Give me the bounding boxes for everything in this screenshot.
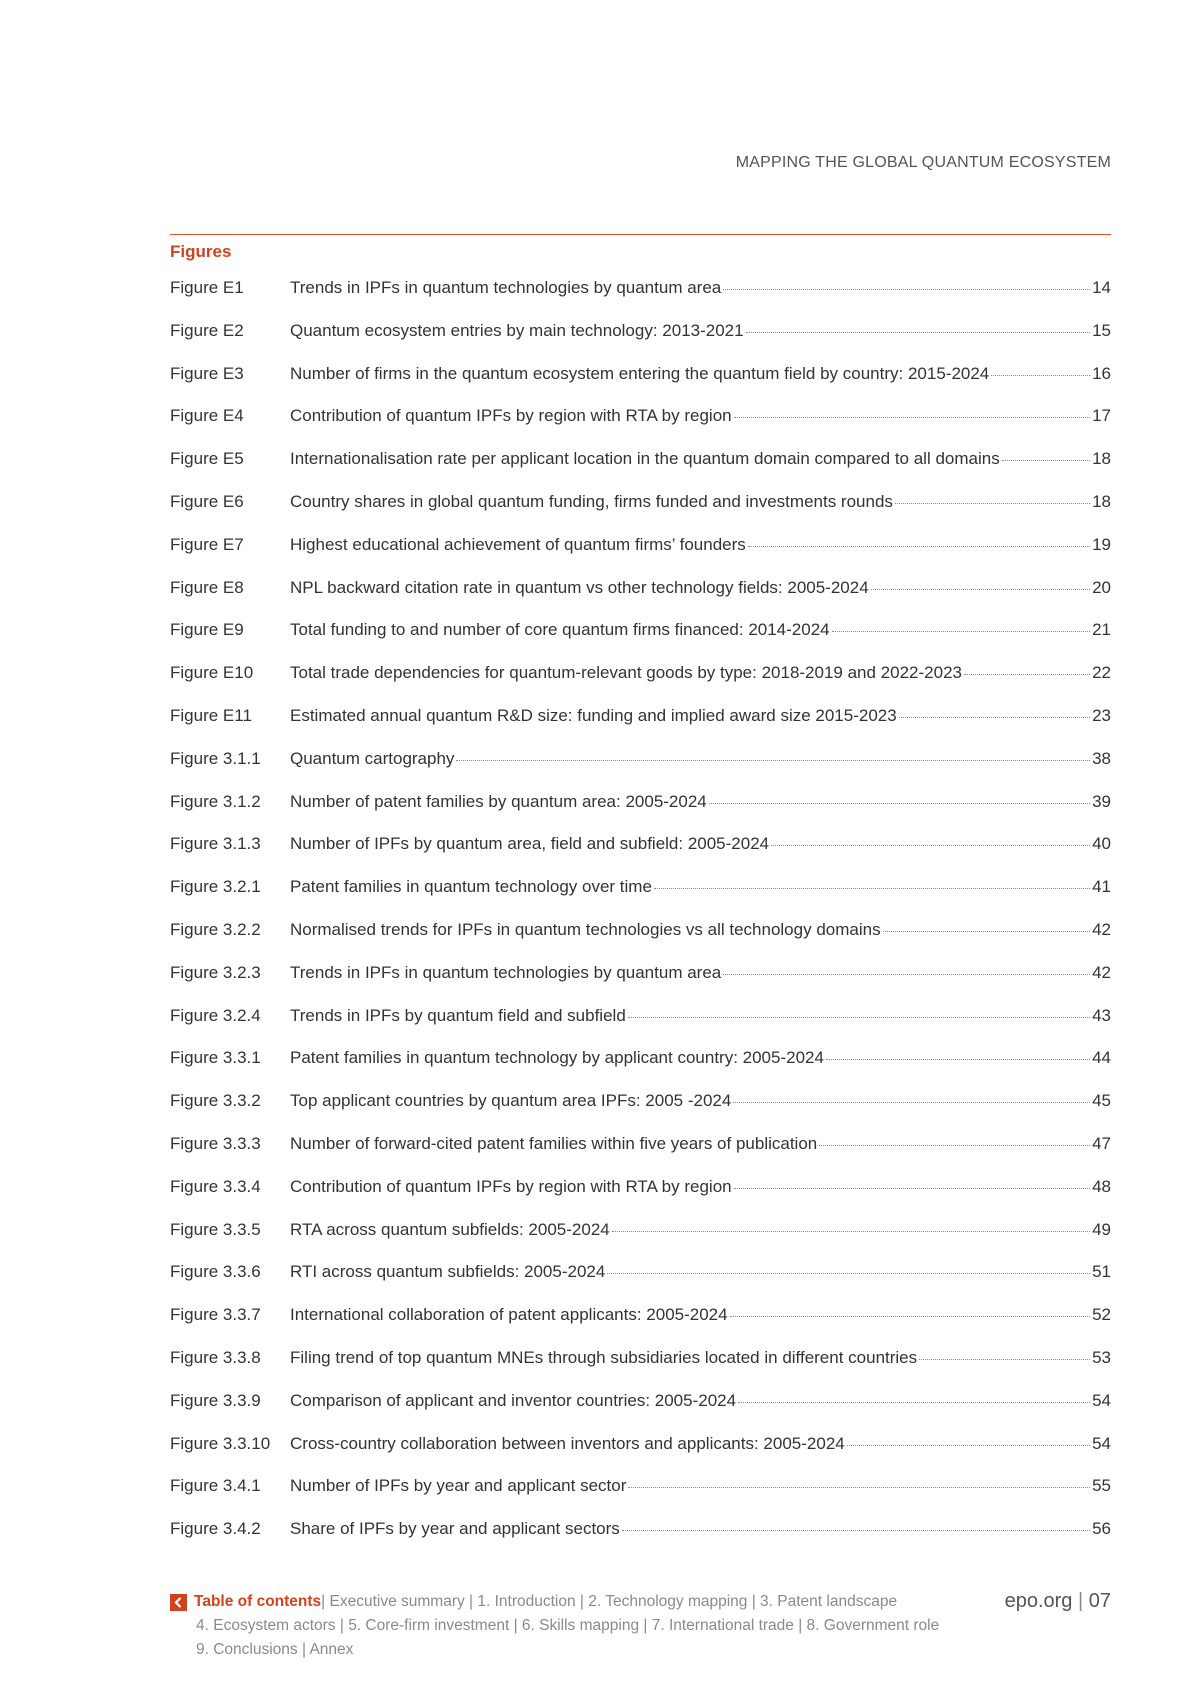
figure-page-number: 47 [1092, 1133, 1111, 1153]
chevron-left-icon[interactable] [170, 1594, 187, 1611]
figure-entry[interactable] [170, 653, 1111, 696]
figure-entry[interactable] [170, 1381, 1111, 1424]
figure-title: Country shares in global quantum funding, firms funded and investments rounds [290, 491, 893, 511]
figure-page-number: 55 [1092, 1476, 1111, 1496]
figure-page-number: 56 [1092, 1519, 1111, 1539]
figure-page-number: 40 [1092, 834, 1111, 854]
figure-label: Figure E8 [170, 577, 244, 597]
nav-link[interactable]: Executive summary [329, 1593, 465, 1610]
figure-entry[interactable] [170, 953, 1111, 996]
figure-page-number: 44 [1092, 1048, 1111, 1068]
figure-entry[interactable] [170, 1338, 1111, 1381]
figure-entry[interactable] [170, 1424, 1111, 1467]
figure-label: Figure E3 [170, 363, 244, 383]
figure-entry[interactable] [170, 482, 1111, 525]
footer-nav-line-1 [170, 1590, 1111, 1614]
figure-entry[interactable] [170, 268, 1111, 311]
figure-entry[interactable] [170, 525, 1111, 568]
figure-page-number: 18 [1092, 491, 1111, 511]
figure-entry[interactable] [170, 782, 1111, 825]
figure-entry[interactable] [170, 696, 1111, 739]
figure-label: Figure 3.3.2 [170, 1091, 261, 1111]
figure-label: Figure E7 [170, 534, 244, 554]
figure-title: Cross-country collaboration between inventors and applicants: 2005-2024 [290, 1433, 845, 1453]
figure-title: RTA across quantum subfields: 2005-2024 [290, 1219, 610, 1239]
figure-page-number: 51 [1092, 1262, 1111, 1282]
figure-label: Figure 3.3.10 [170, 1433, 271, 1453]
nav-separator: | [793, 1617, 807, 1634]
figure-page-number: 41 [1092, 877, 1111, 897]
figure-page-number: 39 [1092, 791, 1111, 811]
figure-label: Figure 3.1.2 [170, 791, 261, 811]
nav-separator: | [297, 1641, 310, 1658]
dot-leader [1002, 460, 1090, 461]
figure-entry[interactable] [170, 568, 1111, 611]
section-title: Figures [170, 242, 232, 261]
figure-title: Number of IPFs by year and applicant sector [290, 1476, 627, 1496]
dot-leader [628, 1017, 1090, 1018]
figure-title: Patent families in quantum technology over time [290, 877, 652, 897]
figure-entry[interactable] [170, 1509, 1111, 1552]
nav-separator: | [335, 1617, 349, 1634]
figure-label: Figure E2 [170, 320, 244, 340]
figure-page-number: 17 [1092, 406, 1111, 426]
page-number-block [1005, 1590, 1111, 1613]
figure-page-number: 14 [1092, 278, 1111, 297]
figure-title: Share of IPFs by year and applicant sectors [290, 1519, 620, 1539]
figure-label: Figure 3.2.1 [170, 877, 261, 897]
dot-leader [919, 1359, 1090, 1360]
figure-page-number: 42 [1092, 919, 1111, 939]
footer-nav-line-3 [170, 1638, 1111, 1662]
figure-label: Figure 3.4.2 [170, 1519, 261, 1539]
figure-entry[interactable] [170, 311, 1111, 354]
figure-page-number: 49 [1092, 1219, 1111, 1239]
figure-label: Figure E4 [170, 406, 244, 426]
figure-label: Figure 3.2.2 [170, 919, 261, 939]
figure-label: Figure 3.3.4 [170, 1176, 261, 1196]
figure-page-number: 43 [1092, 1005, 1111, 1025]
dot-leader [730, 1316, 1090, 1317]
page-separator: | [1077, 1590, 1089, 1612]
figure-label: Figure 3.4.1 [170, 1476, 261, 1496]
figure-page-number: 20 [1092, 577, 1111, 597]
figure-label: Figure E9 [170, 620, 244, 640]
dot-leader [622, 1530, 1090, 1531]
figure-page-number: 23 [1092, 705, 1111, 725]
figure-entry[interactable] [170, 1295, 1111, 1338]
figure-title: Quantum cartography [290, 748, 455, 768]
figure-title: Total trade dependencies for quantum-relevant goods by type: 2018-2019 and 2022-2023 [290, 663, 962, 683]
table-of-contents-link[interactable]: Table of contents [194, 1593, 322, 1610]
nav-link[interactable]: 6. Skills mapping [521, 1617, 640, 1634]
nav-link[interactable]: 9. Conclusions [196, 1641, 298, 1658]
figure-title: NPL backward citation rate in quantum vs other technology fields: 2005-2024 [290, 577, 869, 597]
nav-link[interactable]: 7. International trade [651, 1617, 794, 1634]
dot-leader [847, 1445, 1090, 1446]
nav-link[interactable]: 3. Patent landscape [760, 1593, 898, 1610]
dot-leader [733, 1102, 1090, 1103]
dot-leader [771, 845, 1090, 846]
dot-leader [654, 888, 1090, 889]
figure-page-number: 19 [1092, 534, 1111, 554]
figure-page-number: 15 [1092, 320, 1111, 340]
figure-label: Figure 3.2.3 [170, 962, 261, 982]
dot-leader [709, 803, 1090, 804]
figure-title: Patent families in quantum technology by applicant country: 2005-2024 [290, 1048, 824, 1068]
dot-leader [826, 1059, 1090, 1060]
figure-label: Figure E11 [170, 705, 252, 725]
section-divider [170, 234, 1111, 235]
figure-page-number: 48 [1092, 1176, 1111, 1196]
dot-leader [607, 1273, 1090, 1274]
figure-title: Trends in IPFs by quantum field and subfield [290, 1005, 626, 1025]
figure-entry[interactable] [170, 1038, 1111, 1081]
figure-entry[interactable] [170, 1124, 1111, 1167]
figure-page-number: 45 [1092, 1091, 1111, 1111]
dot-leader [723, 974, 1090, 975]
figure-title: Filing trend of top quantum MNEs through subsidiaries located in different countries [290, 1347, 918, 1367]
figure-page-number: 18 [1092, 449, 1111, 469]
dot-leader [883, 931, 1091, 932]
figure-entry[interactable] [170, 610, 1111, 653]
figure-title: International collaboration of patent applicants: 2005-2024 [290, 1305, 728, 1325]
figure-label: Figure 3.3.3 [170, 1133, 261, 1153]
figure-title: Comparison of applicant and inventor countries: 2005-2024 [290, 1390, 737, 1410]
figure-entry[interactable] [170, 354, 1111, 397]
footer-navigation [170, 1590, 1111, 1662]
dot-leader [991, 375, 1090, 376]
figure-label: Figure 3.3.5 [170, 1219, 261, 1239]
dot-leader [734, 1188, 1090, 1189]
figure-page-number: 54 [1092, 1433, 1111, 1453]
figure-entry[interactable] [170, 1167, 1111, 1210]
figure-title: Estimated annual quantum R&D size: funding and implied award size 2015-2023 [290, 705, 897, 725]
figure-page-number: 21 [1092, 620, 1111, 640]
figure-label: Figure 3.3.7 [170, 1305, 261, 1325]
figure-page-number: 54 [1092, 1390, 1111, 1410]
nav-line-1-links [321, 1590, 897, 1614]
dot-leader [456, 760, 1090, 761]
figure-label: Figure 3.3.1 [170, 1048, 261, 1068]
nav-separator: | [509, 1617, 522, 1634]
figure-page-number: 52 [1092, 1305, 1111, 1325]
figure-entry[interactable] [170, 1210, 1111, 1253]
figure-title: Highest educational achievement of quantum firms’ founders [290, 534, 746, 554]
figure-title: Trends in IPFs in quantum technologies by quantum area [290, 962, 722, 982]
dot-leader [895, 503, 1090, 504]
figure-entry[interactable] [170, 396, 1111, 439]
nav-link[interactable]: Annex [309, 1641, 354, 1658]
figure-label: Figure 3.1.3 [170, 834, 261, 854]
figure-entry[interactable] [170, 1252, 1111, 1295]
nav-link[interactable]: 8. Government role [806, 1617, 940, 1634]
figure-title: RTI across quantum subfields: 2005-2024 [290, 1262, 606, 1282]
nav-link[interactable]: 4. Ecosystem actors [196, 1617, 336, 1634]
figure-label: Figure 3.1.1 [170, 748, 261, 768]
dot-leader [832, 631, 1090, 632]
dot-leader [871, 589, 1090, 590]
figure-page-number: 22 [1092, 663, 1111, 683]
nav-separator: | [464, 1593, 478, 1610]
figure-title: Trends in IPFs in quantum technologies by quantum area [290, 278, 722, 297]
site-link[interactable]: epo.org [1004, 1590, 1073, 1612]
dot-leader [819, 1145, 1090, 1146]
nav-separator: | [639, 1617, 652, 1634]
figure-title: Number of IPFs by quantum area, field and subfield: 2005-2024 [290, 834, 770, 854]
figure-title: Contribution of quantum IPFs by region with RTA by region [290, 1176, 732, 1196]
figure-label: Figure 3.3.6 [170, 1262, 261, 1282]
figure-title: Number of forward-cited patent families within five years of publication [290, 1133, 818, 1153]
figure-entry[interactable] [170, 910, 1111, 953]
figure-label: Figure E6 [170, 491, 244, 511]
figure-entry[interactable] [170, 739, 1111, 782]
figure-title: Top applicant countries by quantum area IPFs: 2005 -2024 [290, 1091, 732, 1111]
figure-title: Internationalisation rate per applicant location in the quantum domain compared to all domains [290, 449, 1000, 469]
figure-title: Normalised trends for IPFs in quantum technologies vs all technology domains [290, 919, 881, 939]
figure-entry[interactable] [170, 1081, 1111, 1124]
page-number: 07 [1088, 1590, 1111, 1612]
dot-leader [899, 717, 1090, 718]
footer-nav-line-2 [170, 1614, 1111, 1638]
figure-title: Quantum ecosystem entries by main technology: 2013-2021 [290, 320, 744, 340]
figure-title: Contribution of quantum IPFs by region with RTA by region [290, 406, 732, 426]
figure-entry[interactable] [170, 1466, 1111, 1509]
dot-leader [612, 1231, 1090, 1232]
dot-leader [628, 1487, 1090, 1488]
dot-leader [738, 1402, 1090, 1403]
figure-title: Number of firms in the quantum ecosystem entering the quantum field by country: 2015-2024 [290, 363, 990, 383]
figure-entry[interactable] [170, 867, 1111, 910]
figure-page-number: 42 [1092, 962, 1111, 982]
figure-page-number: 38 [1092, 748, 1111, 768]
figure-entry[interactable] [170, 824, 1111, 867]
dot-leader [964, 674, 1090, 675]
figure-label: Figure E1 [170, 278, 244, 297]
dot-leader [746, 332, 1090, 333]
figure-entry[interactable] [170, 996, 1111, 1039]
dot-leader [723, 289, 1090, 290]
figure-label: Figure E5 [170, 449, 244, 469]
nav-link[interactable]: 5. Core-firm investment [348, 1617, 510, 1634]
figure-page-number: 16 [1092, 363, 1111, 383]
dot-leader [734, 417, 1090, 418]
nav-separator: | [747, 1593, 761, 1610]
figure-title: Number of patent families by quantum area: 2005-2024 [290, 791, 707, 811]
dot-leader [748, 546, 1090, 547]
figure-label: Figure 3.2.4 [170, 1005, 261, 1025]
figure-label: Figure 3.3.8 [170, 1347, 261, 1367]
figure-label: Figure 3.3.9 [170, 1390, 261, 1410]
nav-link[interactable]: 1. Introduction [477, 1593, 576, 1610]
running-header: MAPPING THE GLOBAL QUANTUM ECOSYSTEM [735, 154, 1111, 171]
nav-link[interactable]: 2. Technology mapping [588, 1593, 748, 1610]
nav-separator: | [575, 1593, 589, 1610]
figure-label: Figure E10 [170, 663, 254, 683]
figure-entry[interactable] [170, 439, 1111, 482]
nav-separator: | [321, 1593, 330, 1610]
figure-page-number: 53 [1092, 1347, 1111, 1367]
figures-list [170, 268, 1111, 1552]
figure-title: Total funding to and number of core quantum firms financed: 2014-2024 [290, 620, 830, 640]
